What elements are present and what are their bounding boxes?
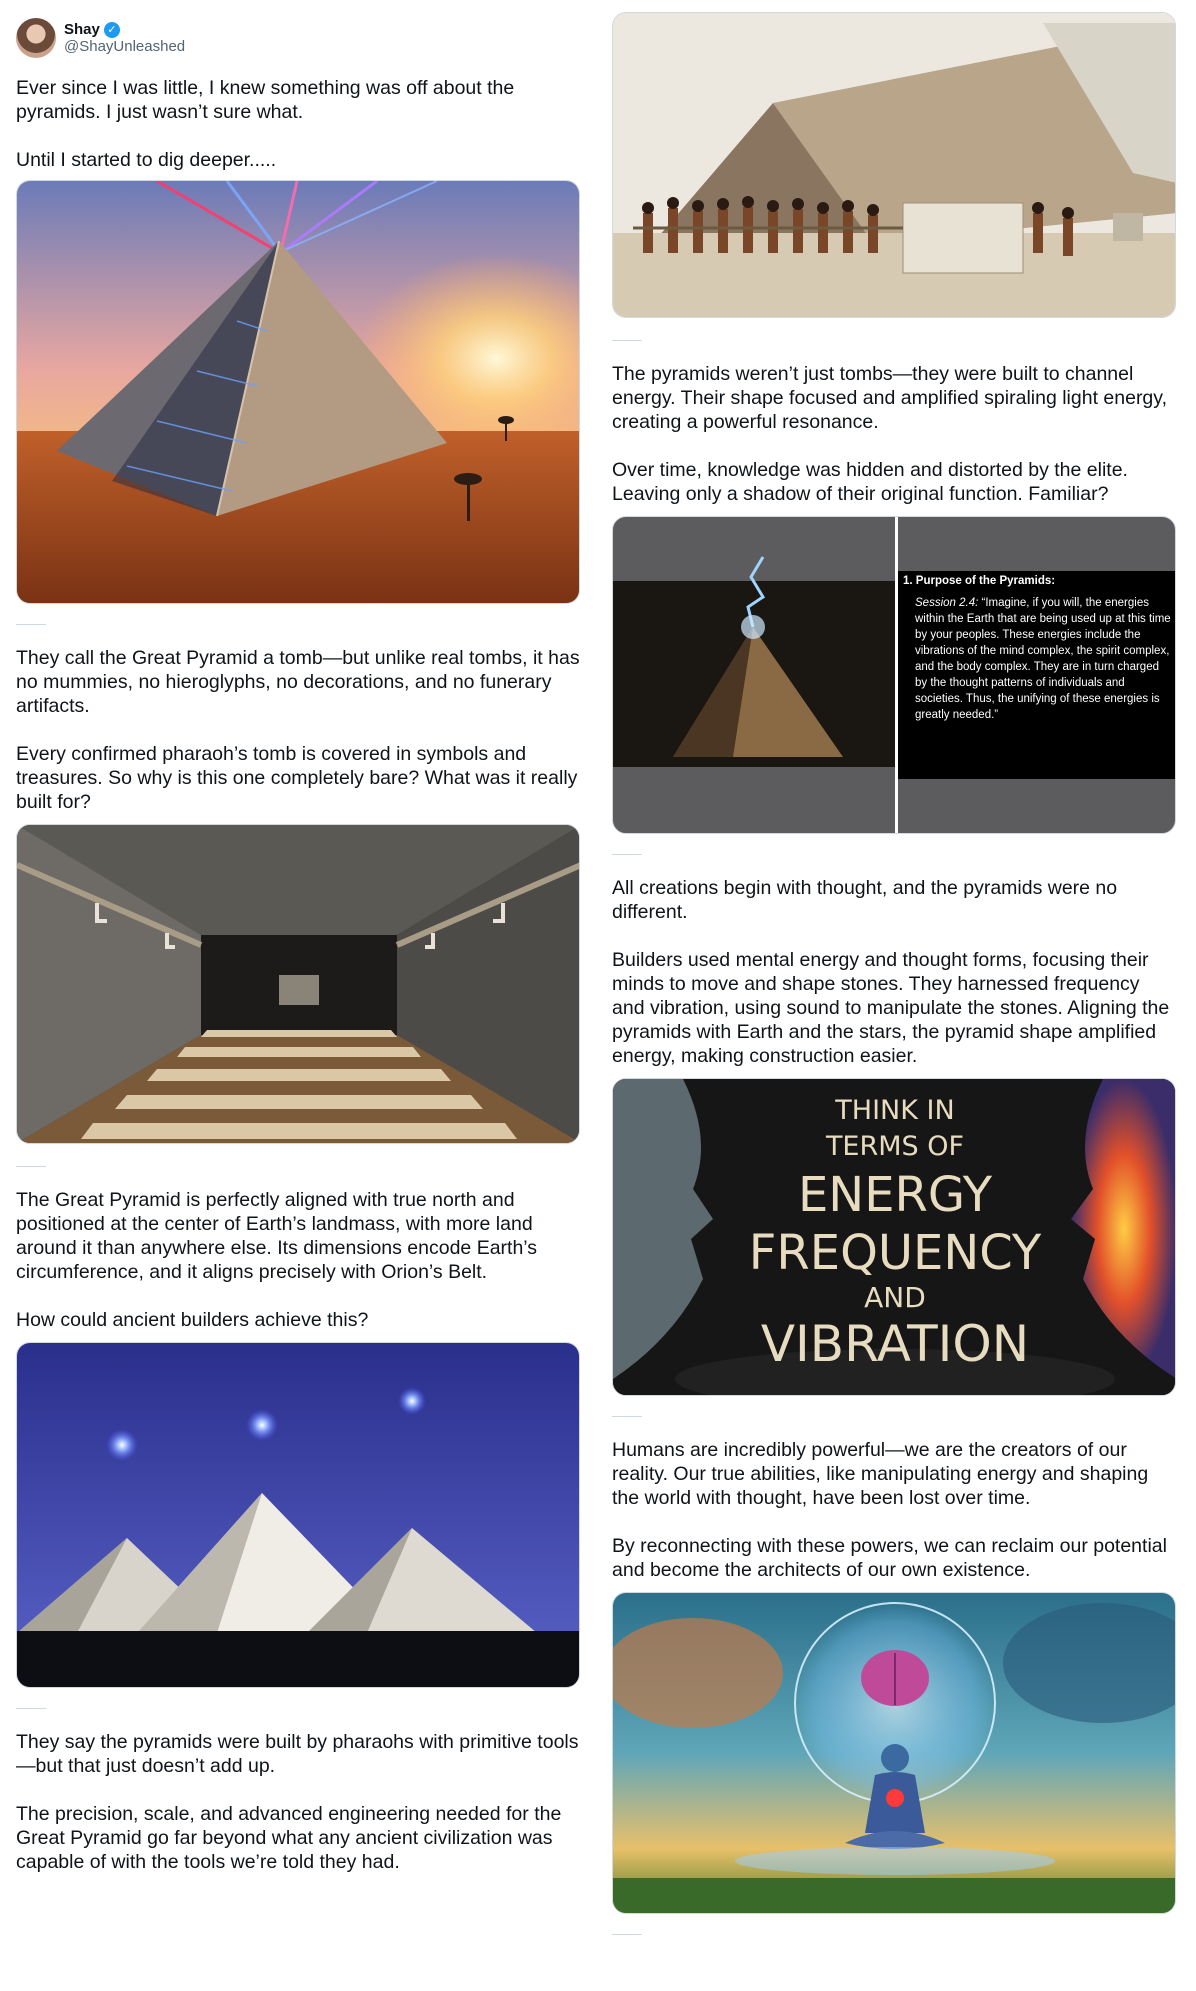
post-text-powerful-humans: Humans are incredibly powerful—we are the creators of our reality. Our true abilities, like manipulating energy and shaping the world with thought, have been lost over time. <box>612 1439 1149 1509</box>
post-text-tomb: They call the Great Pyramid a tomb—but unlike real tombs, it has no mummies, no hieroglyphs, no decorations, and no funerary artifacts. <box>16 647 580 717</box>
energy-frequency-vibration-image[interactable] <box>612 1078 1176 1396</box>
meditation-image[interactable] <box>612 1592 1176 1914</box>
quote-panel <box>903 573 1171 723</box>
laser-pyramid-image[interactable] <box>16 180 580 604</box>
post-text-thought: All creations begin with thought, and the pyramids were no different. <box>612 877 1118 923</box>
post-text-question: How could ancient builders achieve this? <box>16 1309 369 1331</box>
avatar[interactable] <box>16 18 56 58</box>
poster-line-energy: ENERGY <box>797 1167 993 1223</box>
author-handle[interactable]: @ShayUnleashed <box>64 38 186 55</box>
pyramid-corridor-image[interactable] <box>16 824 580 1144</box>
post-text-intro: Ever since I was little, I knew something was off about the pyramids. I just wasn’t sure what. <box>16 77 515 123</box>
pyramid-builders-image[interactable] <box>612 12 1176 318</box>
orion-pyramids-illustration <box>17 1343 580 1687</box>
poster-line-frequency: FREQUENCY <box>748 1225 1042 1281</box>
builders-illustration <box>613 13 1176 317</box>
post-text-precision: The precision, scale, and advanced engineering needed for the Great Pyramid go far beyond what any ancient civilization was capable of with the tools we’re told they had. <box>16 1803 562 1873</box>
tweet-header <box>16 12 580 64</box>
meditation-illustration <box>613 1593 1176 1913</box>
purpose-of-pyramids-image[interactable] <box>612 516 1176 834</box>
thread-separator <box>612 1934 642 1935</box>
author-name-text[interactable]: Shay <box>64 21 100 38</box>
post-text-reclaim: By reconnecting with these powers, we can reclaim our potential and become the architects of our own existence. <box>612 1535 1167 1581</box>
post-text-dig-deeper: Until I started to dig deeper..... <box>16 149 277 171</box>
poster-text <box>713 1093 1077 1373</box>
left-column <box>16 0 580 1874</box>
quote-session: Session 2.4: <box>915 597 979 609</box>
post-text-treasures: Every confirmed pharaoh’s tomb is covered in symbols and treasures. So why is this one completely bare? What was it really built for? <box>16 743 578 813</box>
laser-pyramid-illustration <box>17 181 580 603</box>
poster-line-vibration: VIBRATION <box>760 1315 1030 1373</box>
poster-line-think-in: THINK IN <box>835 1095 955 1126</box>
post-text-channel-energy: The pyramids weren’t just tombs—they were built to channel energy. Their shape focused and amplified spiraling light energy, creating a powerful resonance. <box>612 363 1167 433</box>
poster-line-terms-of: TERMS OF <box>825 1131 965 1162</box>
quote-body <box>903 595 1171 723</box>
post-text-hidden-knowledge: Over time, knowledge was hidden and distorted by the elite. Leaving only a shadow of their original function. Familiar? <box>612 459 1128 505</box>
corridor-illustration <box>17 825 580 1143</box>
verified-badge-icon: ✓ <box>104 22 120 38</box>
post-text-primitive-tools: They say the pyramids were built by pharaohs with primitive tools—but that just doesn’t add up. <box>16 1731 579 1777</box>
author-name[interactable] <box>64 21 185 38</box>
post-text-alignment: The Great Pyramid is perfectly aligned with true north and positioned at the center of Earth’s landmass, with more land around it than anywhere else. Its dimensions encode Earth’s circumference, and it aligns precisely with Orion’s Belt. <box>16 1189 538 1283</box>
post-text-mental-energy: Builders used mental energy and thought forms, focusing their minds to move and shape stones. They harnessed frequency and vibration, using sound to manipulate the stones. Aligning the pyramids with Earth and the stars, the pyramid shape amplified energy, making construction easier. <box>612 949 1170 1067</box>
quote-text: “Imagine, if you will, the energies within the Earth that are being used up at this time by your peoples. These energies include the vibrations of the mind complex, the spirit complex, and the body complex. They are in turn charged by the thought patterns of individuals and societies. Thus, the unifying of these energies is greatly needed.” <box>915 597 1171 721</box>
right-column <box>612 0 1176 1935</box>
orion-pyramids-image[interactable] <box>16 1342 580 1688</box>
poster-line-and: AND <box>864 1281 926 1314</box>
quote-heading: 1. Purpose of the Pyramids: <box>903 575 1056 587</box>
